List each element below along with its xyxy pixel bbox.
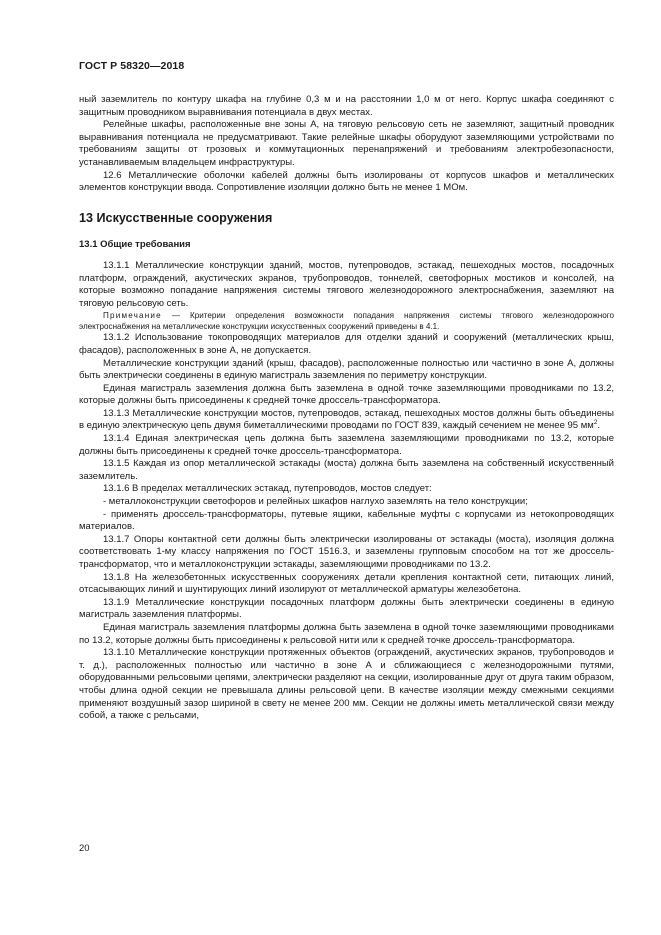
paragraph-13-1-6: 13.1.6 В пределах металлических эстакад, путепроводов, мостов следует: [103,483,432,495]
paragraph-13-1-2-c: Единая магистраль заземления должна быть заземлена в одной точке заземляющими проводниками по 13.2, которые должны быть присоединены к средней точке дроссель-трансформатора. [79,382,614,407]
list-item: - металлоконструкции светофоров и релейных шкафов наглухо заземлять на тело конструкции; [103,496,528,508]
paragraph-13-1-9: 13.1.9 Металлические конструкции посадочных платформ должны быть электрически соединены в единую магистраль заземления платформы. [79,596,614,621]
paragraph-12-6: 12.6 Металлические оболочки кабелей должны быть изолированы от корпусов шкафов и металлических элементов конструкции ввода. Сопротивление изоляции должно быть не менее 1 МОм. [79,169,614,194]
paragraph-13-1-2: 13.1.2 Использование токопроводящих материалов для отделки зданий и сооружений (металлических крыш, фасадов), расположенных в зоне А, не допускается. [79,332,614,356]
page-body [79,94,614,723]
subsection-title: 13.1 Общие требования [79,239,191,251]
paragraph-13-1-9-b: Единая магистраль заземления платформы должна быть заземлена в одной точке заземляющими проводниками по 13.2, которые должны быть присоединены к рельсовой нити или к средней точке дроссель-трансформатора. [79,621,614,646]
paragraph-13-1-7: 13.1.7 Опоры контактной сети должны быть электрически изолированы от эстакады (моста), изоляция должна соответствовать 1-му классу напряжения по ГОСТ 1516.3, и заземлены групповым способом на тот же дроссель-трансформатор, что и металлоконструкции эстакады, заземляющими проводниками по 13.2. [79,533,614,570]
paragraph-13-1-1: 13.1.1 Металлические конструкции зданий, мостов, путепроводов, эстакад, пешеходных мостов, посадочных платформ, ограждений, акустических экранов, трубопроводов, тоннелей, светофорных мостиков и консолей, на которые возможно попадание напряжения системы тягового железнодорожного электроснабжения, заземляют на тяговую рельсовую сеть. [79,259,614,309]
paragraph-13-1-8: 13.1.8 На железобетонных искусственных сооружениях детали крепления контактной сети, питающих линий, отсасывающих линий и шунтирующих линий изолируют от металлической арматуры железобетона. [79,571,614,596]
intro-paragraph-1: ный заземлитель по контуру шкафа на глубине 0,3 м и на расстоянии 1,0 м от него. Корпус шкафа соединяют с защитным проводником выравнивания потенциала в двух местах. [79,94,614,118]
list-item: - применять дроссель-трансформаторы, путевые ящики, кабельные муфты с корпусами из нетокопроводящих материалов. [79,508,614,533]
superscript-2: 2 [593,419,598,427]
section-title: 13 Искусственные сооружения [79,210,273,225]
paragraph-13-1-5: 13.1.5 Каждая из опор металлической эстакады (моста) должна быть заземлена на собственный искусственный заземлитель. [79,458,614,482]
paragraph-13-1-3-end: . [597,420,601,432]
paragraph-13-1-2-b: Металлические конструкции зданий (крыш, фасадов), расположенные полностью или частично в зоне А, должны быть электрически соединены в единую магистраль заземления по периметру конструкции. [79,357,614,382]
paragraph-13-1-3 [79,408,614,433]
note [79,310,614,332]
note-text: — Критерии определения возможности попадания напряжения системы тягового железнодорожного электроснабжения на металлические конструкции искусственных сооружений приведены в 4.1. [79,311,614,332]
page-number: 20 [79,843,90,854]
paragraph-13-1-10: 13.1.10 Металлические конструкции протяженных объектов (ограждений, акустических экранов, трубопроводов и т. д.), расположенных полностью или частично в зоне А и сближающиеся с железнодорожными путями, оборудованными рельсовыми цепями, электрически разделяют на секции, изолированные друг от друга таким образом, чтобы длина одной секции не превышала длины рельсовой цепи. В качестве изоляции между смежными секциями применяют воздушный зазор шириной в свету не менее 200 мм. Секции не должны иметь металлической связи между собой, а также с рельсами, [79,647,614,722]
paragraph-13-1-3-text: 13.1.3 Металлические конструкции мостов, путепроводов, эстакад, пешеходных мостов должны быть объединены в единую электрическую цепь двумя биметаллическими проводами по ГОСТ 839, каждый сечением не менее 95 мм [79,407,614,432]
paragraph-13-1-4: 13.1.4 Единая электрическая цепь должна быть заземлена заземляющими проводниками по 13.2, которые должны быть присоединены к средней точке дроссель-трансформатора. [79,433,614,457]
intro-paragraph-2: Релейные шкафы, расположенные вне зоны А, на тяговую рельсовую сеть не заземляют, защитный проводник выравнивания потенциала не предусматривают. Такие релейные шкафы оборудуют заземляющими устройствами по требованиям защиты от грозовых и коммутационных перенапряжений и требованиям электробезопасности, устанавливаемым владельцем инфраструктуры. [79,119,614,168]
note-label: Примечание [103,311,162,321]
standard-id-header: ГОСТ Р 58320—2018 [79,60,185,72]
